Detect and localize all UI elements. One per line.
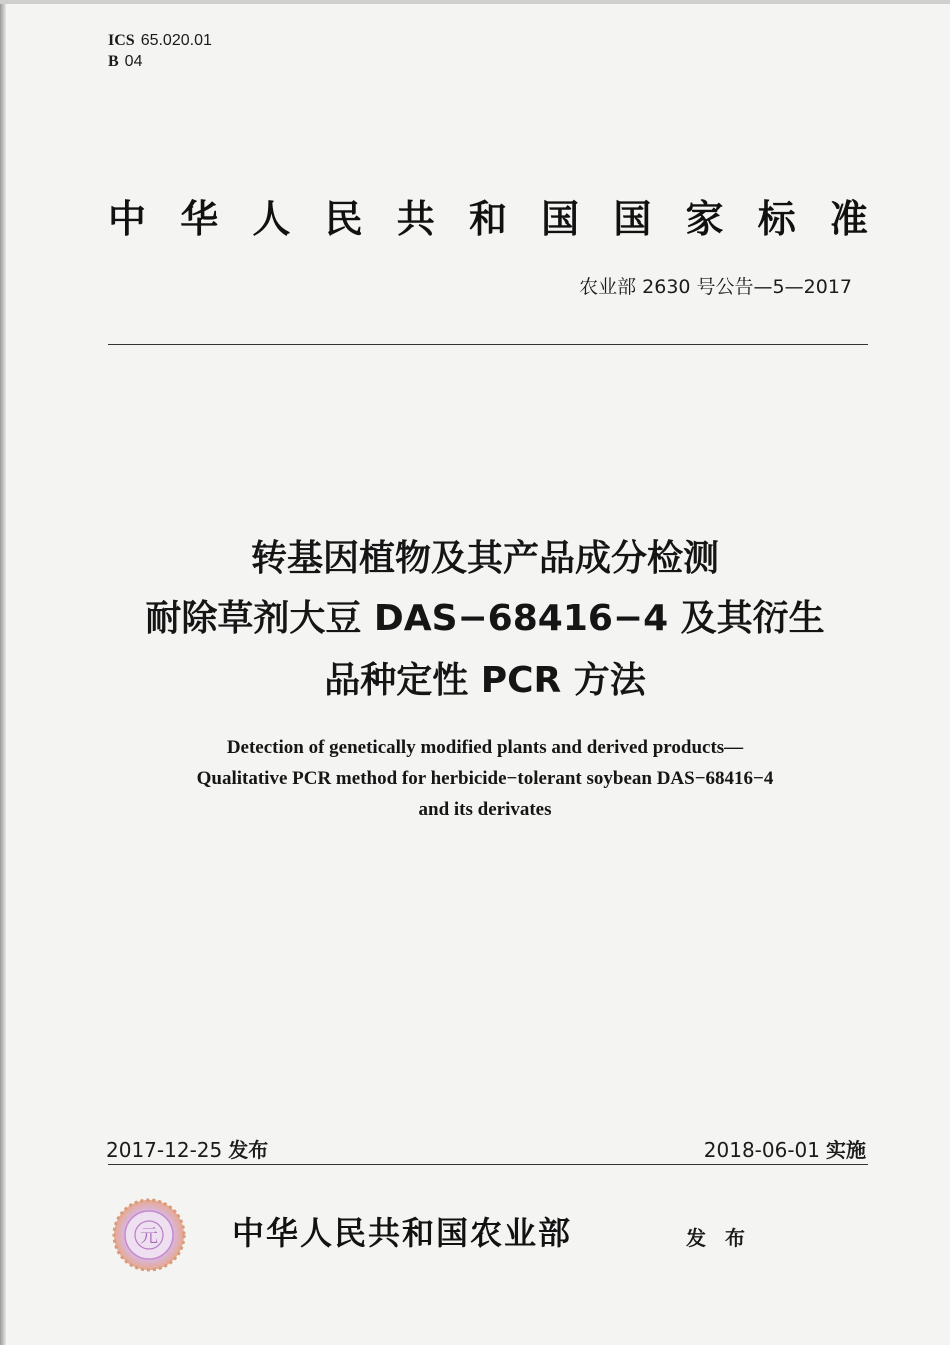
issuer-name: 中华人民共和国农业部 [232,1214,573,1252]
title-en-line3: and its derivates [418,799,552,820]
header-divider [108,344,868,345]
heading-char: 中 [108,197,147,241]
implement-word: 实施 [826,1138,866,1162]
ccs-code: 04 [124,53,143,70]
heading-char: 国 [541,197,580,241]
implement-date-value: 2018-06-01 [703,1138,820,1162]
ccs-line [108,51,212,72]
release-date [106,1134,268,1163]
ccs-label: B [108,53,119,70]
heading-char: 华 [180,197,219,241]
release-date-value: 2017-12-25 [106,1138,223,1162]
title-en-line1: Detection of genetically modified plants and derived products— [226,737,744,758]
heading-char: 国 [613,197,652,241]
heading-char: 民 [324,197,363,241]
heading-char: 人 [252,197,291,241]
heading-char: 标 [757,197,796,241]
title-cn-line2: 耐除草剂大豆 DAS−68416−4 及其衍生 [145,598,825,639]
title-cn-line3: 品种定性 PCR 方法 [324,660,646,701]
issuer-issue-word: 发 布 [686,1226,751,1250]
scan-top-edge [0,0,950,4]
heading-char: 共 [396,197,435,241]
ics-label: ICS [108,32,135,49]
scan-left-edge [0,0,6,1345]
standard-type-heading [108,188,868,243]
release-word: 发布 [228,1138,269,1162]
ministry-seal-icon [112,1198,186,1272]
title-cn-line1: 转基因植物及其产品成分检测 [250,538,719,579]
standard-number: 农业部 2630 号公告—5—2017 [579,276,852,298]
heading-char: 准 [829,197,868,241]
heading-char: 家 [685,197,724,241]
implement-date [704,1134,866,1163]
ics-line [108,30,212,51]
seal-glyph: 元 [140,1226,158,1247]
heading-char: 和 [468,197,507,241]
ics-code: 65.020.01 [140,32,212,49]
footer-divider [108,1164,868,1165]
classification-codes [108,30,212,72]
title-en-line2: Qualitative PCR method for herbicide−tolerant soybean DAS−68416−4 [196,768,774,789]
